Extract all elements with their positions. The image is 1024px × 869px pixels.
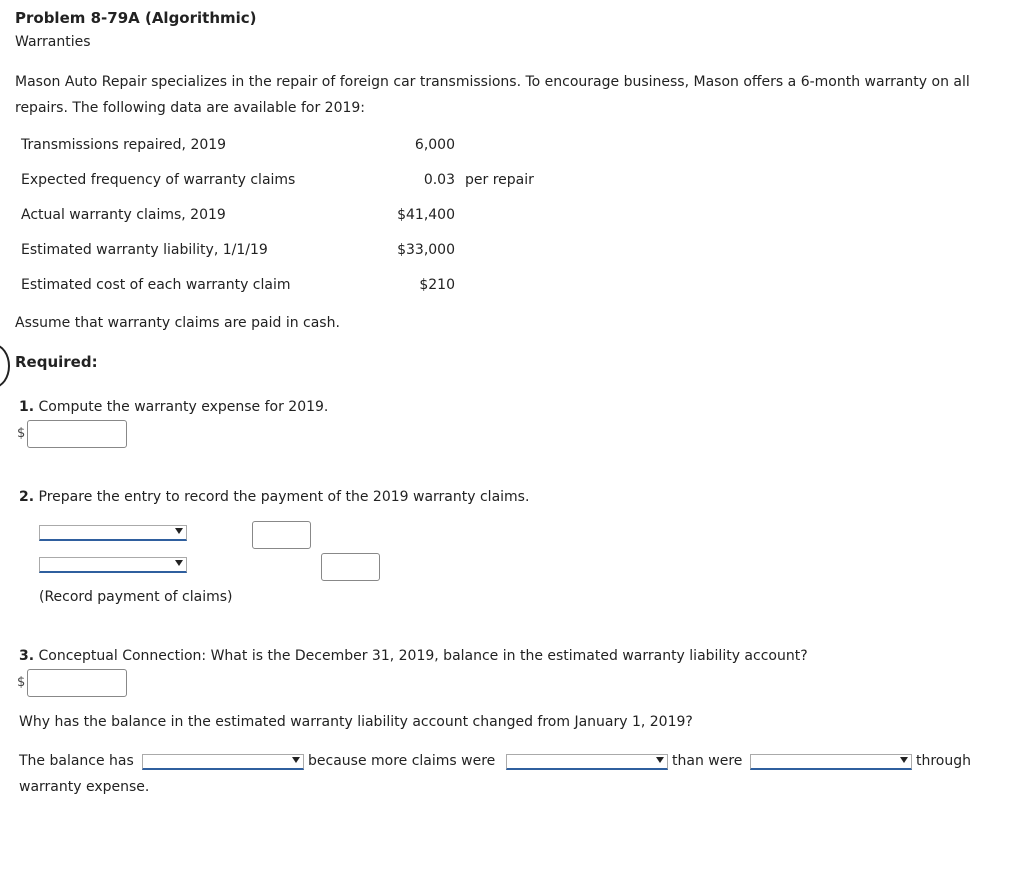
q2-debit-amount-input[interactable]: [252, 521, 311, 549]
q3-direction-select[interactable]: [142, 754, 304, 770]
row-unit-frequency: per repair: [465, 172, 534, 188]
q3-sentence-part3: than were: [672, 753, 743, 769]
row-label-actual-claims: Actual warranty claims, 2019: [21, 207, 226, 223]
q1-number: 1.: [19, 399, 35, 415]
row-label-transmissions: Transmissions repaired, 2019: [21, 137, 227, 153]
chevron-down-icon: [175, 560, 183, 566]
q3-dollar-sign: $: [17, 675, 26, 690]
q2-debit-account-select[interactable]: [39, 525, 187, 541]
row-value-actual-claims: $41,400: [397, 207, 455, 223]
row-value-liability: $33,000: [397, 242, 455, 258]
q3-why-question: Why has the balance in the estimated warranty liability account changed from January 1, 2019?: [19, 714, 693, 730]
row-value-frequency: 0.03: [423, 172, 455, 188]
q1-dollar-sign: $: [17, 426, 26, 441]
q3-sentence-part1: The balance has: [19, 753, 134, 769]
required-heading: Required:: [15, 353, 98, 371]
q3-claims-select[interactable]: [506, 754, 668, 770]
q3-sentence-part5: warranty expense.: [19, 779, 150, 795]
q3-recognized-select[interactable]: [750, 754, 912, 770]
row-value-transmissions: 6,000: [414, 137, 455, 153]
chevron-down-icon: [292, 757, 300, 763]
q2-credit-amount-input[interactable]: [321, 553, 380, 581]
problem-title: Problem 8-79A (Algorithmic): [15, 9, 257, 27]
q3-sentence-part4: through: [916, 753, 972, 769]
q3-prompt: [19, 648, 808, 664]
q2-credit-account-select[interactable]: [39, 557, 187, 573]
q3-sentence-part2: because more claims were: [308, 753, 496, 769]
chevron-down-icon: [900, 757, 908, 763]
row-label-cost: Estimated cost of each warranty claim: [21, 277, 291, 293]
q2-note: (Record payment of claims): [39, 589, 233, 605]
row-label-liability: Estimated warranty liability, 1/1/19: [21, 242, 268, 258]
q3-number: 3.: [19, 648, 35, 664]
q3-balance-input[interactable]: [27, 669, 127, 697]
row-value-cost: $210: [419, 277, 455, 293]
q2-prompt: [19, 489, 529, 505]
q2-number: 2.: [19, 489, 35, 505]
chevron-down-icon: [656, 757, 664, 763]
chevron-down-icon: [175, 528, 183, 534]
problem-intro: Mason Auto Repair specializes in the repair of foreign car transmissions. To encourage business, Mason offers a 6-month warranty on all repairs. The following data are available for 2019:: [15, 74, 970, 116]
row-label-frequency: Expected frequency of warranty claims: [21, 172, 296, 188]
assume-text: Assume that warranty claims are paid in cash.: [15, 315, 340, 331]
q1-expense-input[interactable]: [27, 420, 127, 448]
q1-prompt: [19, 399, 328, 415]
q3-text: Conceptual Connection: What is the December 31, 2019, balance in the estimated warranty liability account?: [38, 648, 808, 664]
problem-subtitle: Warranties: [15, 34, 91, 50]
q1-text: Compute the warranty expense for 2019.: [38, 399, 329, 415]
q2-text: Prepare the entry to record the payment of the 2019 warranty claims.: [38, 489, 530, 505]
edge-circle-mark: [0, 344, 10, 388]
